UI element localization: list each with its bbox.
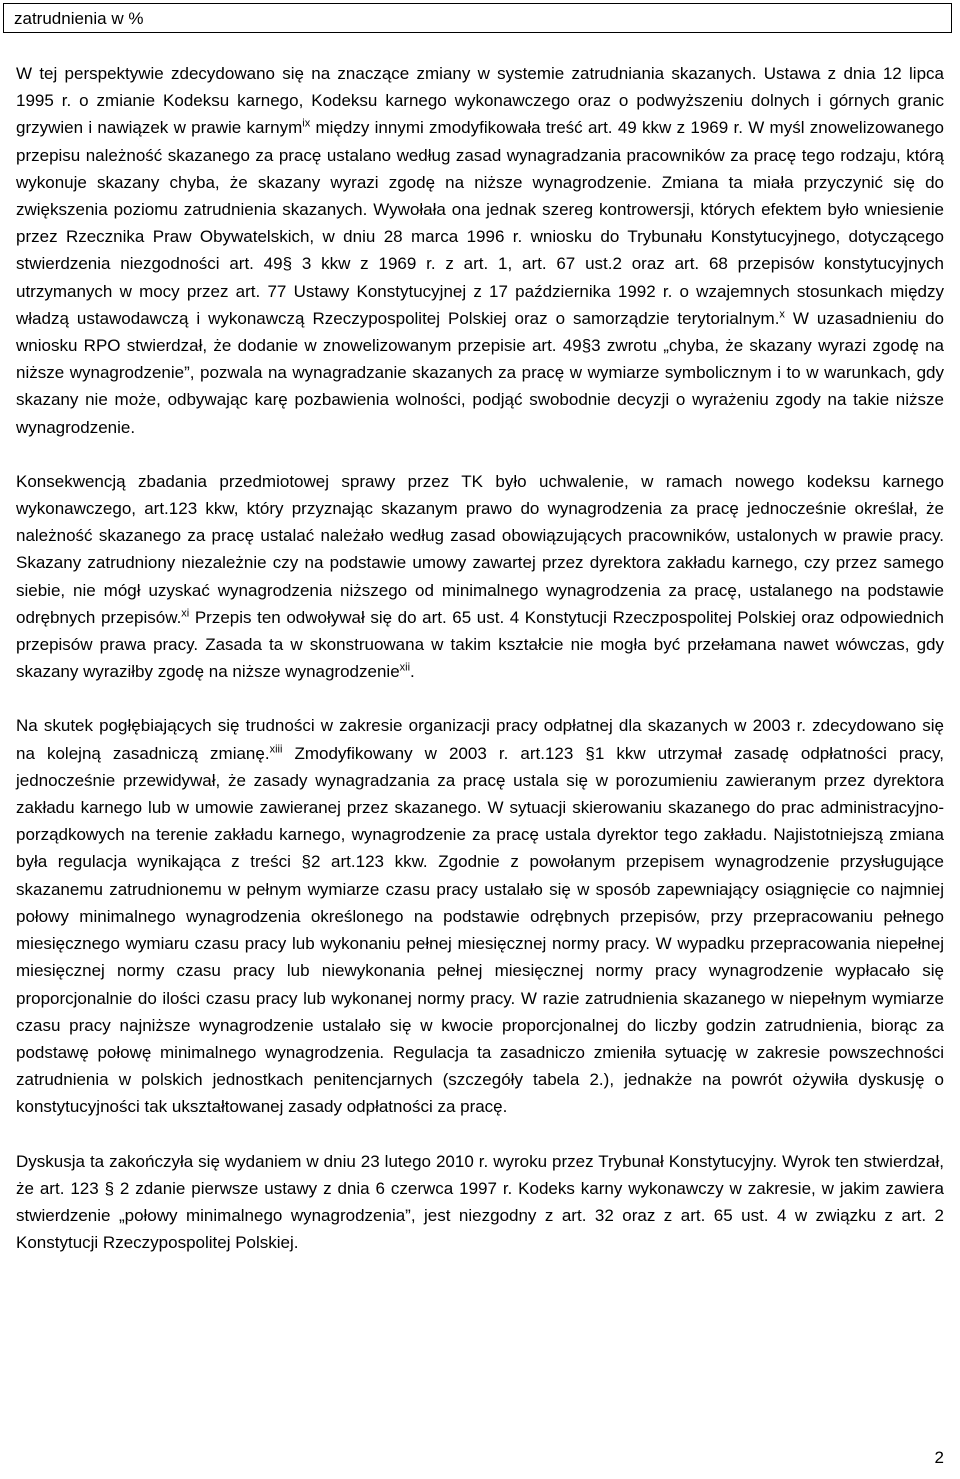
paragraph-text: Przepis ten odwoływał się do art. 65 ust. 4 Konstytucji Rzeczpospolitej Polskiej oraz odpowiednich przepisów prawa pracy. Zasada ta w skonstruowana w takim kształcie nie mogła być przełamana nawet wówczas, gdy skazany wyraziłby zgodę na niższe wynagrodzenie xyxy=(16,607,944,682)
paragraph-text: Dyskusja ta zakończyła się wydaniem w dniu 23 lutego 2010 r. wyroku przez Trybunał Konstytucyjny. Wyrok ten stwierdzał, że art. 123 § 2 zdanie pierwsze ustawy z dnia 6 czerwca 1997 r. Kodeks karny wykonawczy w zakresie, w jakim zawiera stwierdzenie „połowy minimalnego wynagrodzenia”, jest niezgodny z art. 32 oraz z art. 65 ust. 4 w związku z art. 2 Konstytucji Rzeczypospolitej Polskiej. xyxy=(16,1151,944,1253)
paragraph-text: Konsekwencją zbadania przedmiotowej sprawy przez TK było uchwalenie, w ramach nowego kodeksu karnego wykonawczego, art.123 kkw, który przyznając skazanym prawo do wynagrodzenia za pracę jednocześnie określał, że należność skazanego za pracę ustalać należało według zasad obowiązujących pracowników, ustalonych w prawie pracy. Skazany zatrudniony niezależnie czy na podstawie umowy zawartej przez dyrektora zakładu karnego, czy przez samego siebie, nie mógł uzyskać wynagrodzenia niższego od minimalnego wynagrodzenia za pracę, ustalanego na podstawie odrębnych przepisów. xyxy=(16,471,944,627)
paragraph-text: między innymi zmodyfikowała treść art. 49 kkw z 1969 r. W myśl znowelizowanego przepisu należność skazanego za pracę ustalano według zasad wynagradzania pracowników za pracę tego rodzaju, którą wykonuje skazany chyba, że skazany wyrazi zgodę na niższe wynagrodzenie. Zmiana ta miała przyczynić się do zwiększenia poziomu zatrudnienia skazanych. Wywołała ona jednak szereg kontrowersji, których efektem było wniesienie przez Rzecznika Praw Obywatelskich, w dniu 28 marca 1996 r. wniosku do Trybunału Konstytucyjnego, dotyczącego stwierdzenia niezgodności art. 49§ 3 kkw z 1969 r. z art. 1, art. 67 ust.2 oraz art. 68 przepisów konstytucyjnych utrzymanych w mocy przez art. 77 Ustawy Konstytucyjnej z 17 października 1992 r. o wzajemnych stosunkach między władzą ustawodawczą i wykonawczą Rzeczypospolitej Polskiej oraz o samorządzie terytorialnym. xyxy=(16,118,944,328)
paragraph-text: W uzasadnieniu do wniosku RPO stwierdzał, że dodanie w znowelizowanym przepisie art. 49§3 zwrotu „chyba, że skazany wyrazi zgodę na niższe wynagrodzenie”, pozwala na wynagradzanie skazanych za pracę w wymiarze symbolicznym i to w warunkach, gdy skazany nie może, odbywając karę pozbawienia wolności, podjąć swobodnie decyzji o wyrażeniu zgody na takie niższe wynagrodzenie. xyxy=(16,308,944,437)
table-row-header-cell xyxy=(3,3,952,33)
paragraph xyxy=(16,60,944,441)
paragraph xyxy=(16,1148,944,1257)
table-cell-text: zatrudnienia w % xyxy=(14,9,144,28)
footnote-reference: xiii xyxy=(269,743,283,756)
page-number: 2 xyxy=(934,1448,944,1467)
paragraph-text: Na skutek pogłębiających się trudności w zakresie organizacji pracy odpłatnej dla skazanych w 2003 r. zdecydowano się na kolejną zasadniczą zmianę. xyxy=(16,716,944,763)
footnote-reference: xii xyxy=(399,661,411,674)
footnote-reference: x xyxy=(779,308,785,321)
document-body xyxy=(16,60,944,1256)
footnote-reference: ix xyxy=(302,117,311,130)
paragraph xyxy=(16,468,944,686)
footnote-reference: xi xyxy=(181,607,190,620)
paragraph-text: . xyxy=(410,662,415,682)
paragraph-text: Zmodyfikowany w 2003 r. art.123 §1 kkw utrzymał zasadę odpłatności pracy, jednocześnie przewidywał, że zasady wynagradzania za pracę ustala się w porozumieniu zawieranym przez dyrektora zakładu karnego lub w umowie zawieranej przez skazanego. W sytuacji skierowaniu skazanego do prac administracyjno-porządkowych na terenie zakładu karnego, wynagrodzenie za pracę ustala dyrektor tego zakładu. Najistotniejszą zmiana była regulacja wynikająca z treści §2 art.123 kkw. Zgodnie z powołanym przepisem wynagrodzenie przysługujące skazanemu zatrudnionemu w pełnym wymiarze czasu pracy ustalało się w sposób zapewniający osiągnięcie co najmniej połowy minimalnego wynagrodzenia określonego na podstawie odrębnych przepisów, przy przepracowaniu pełnego miesięcznego wymiaru czasu pracy lub wykonaniu pełnej miesięcznej normy pracy. W wypadku przepracowania niepełnej miesięcznej normy czasu pracy lub niewykonania pełnej miesięcznej normy pracy wynagrodzenie wypłacało się proporcjonalnie do ilości czasu pracy lub wykonanej normy pracy. W razie zatrudnienia skazanego w niepełnym wymiarze czasu pracy najniższe wynagrodzenie ustalało się w kwocie proporcjonalnej do liczby godzin zatrudnienia, biorąc za podstawę połowę minimalnego wynagrodzenia. Regulacja ta zasadniczo zmieniła sytuację w zakresie powszechności zatrudnienia w polskich jednostkach penitencjarnych (szczegóły tabela 2.), jednakże na powrót ożywiła dyskusję o konstytucyjności tak ukształtowanej zasady odpłatności za pracę. xyxy=(16,743,944,1117)
paragraph xyxy=(16,712,944,1120)
paragraph-text: W tej perspektywie zdecydowano się na znaczące zmiany w systemie zatrudniania skazanych. Ustawa z dnia 12 lipca 1995 r. o zmianie Kodeksu karnego, Kodeksu karnego wykonawczego oraz o podwyższeniu dolnych i górnych granic grzywien i nawiązek w prawie karnym xyxy=(16,64,944,138)
